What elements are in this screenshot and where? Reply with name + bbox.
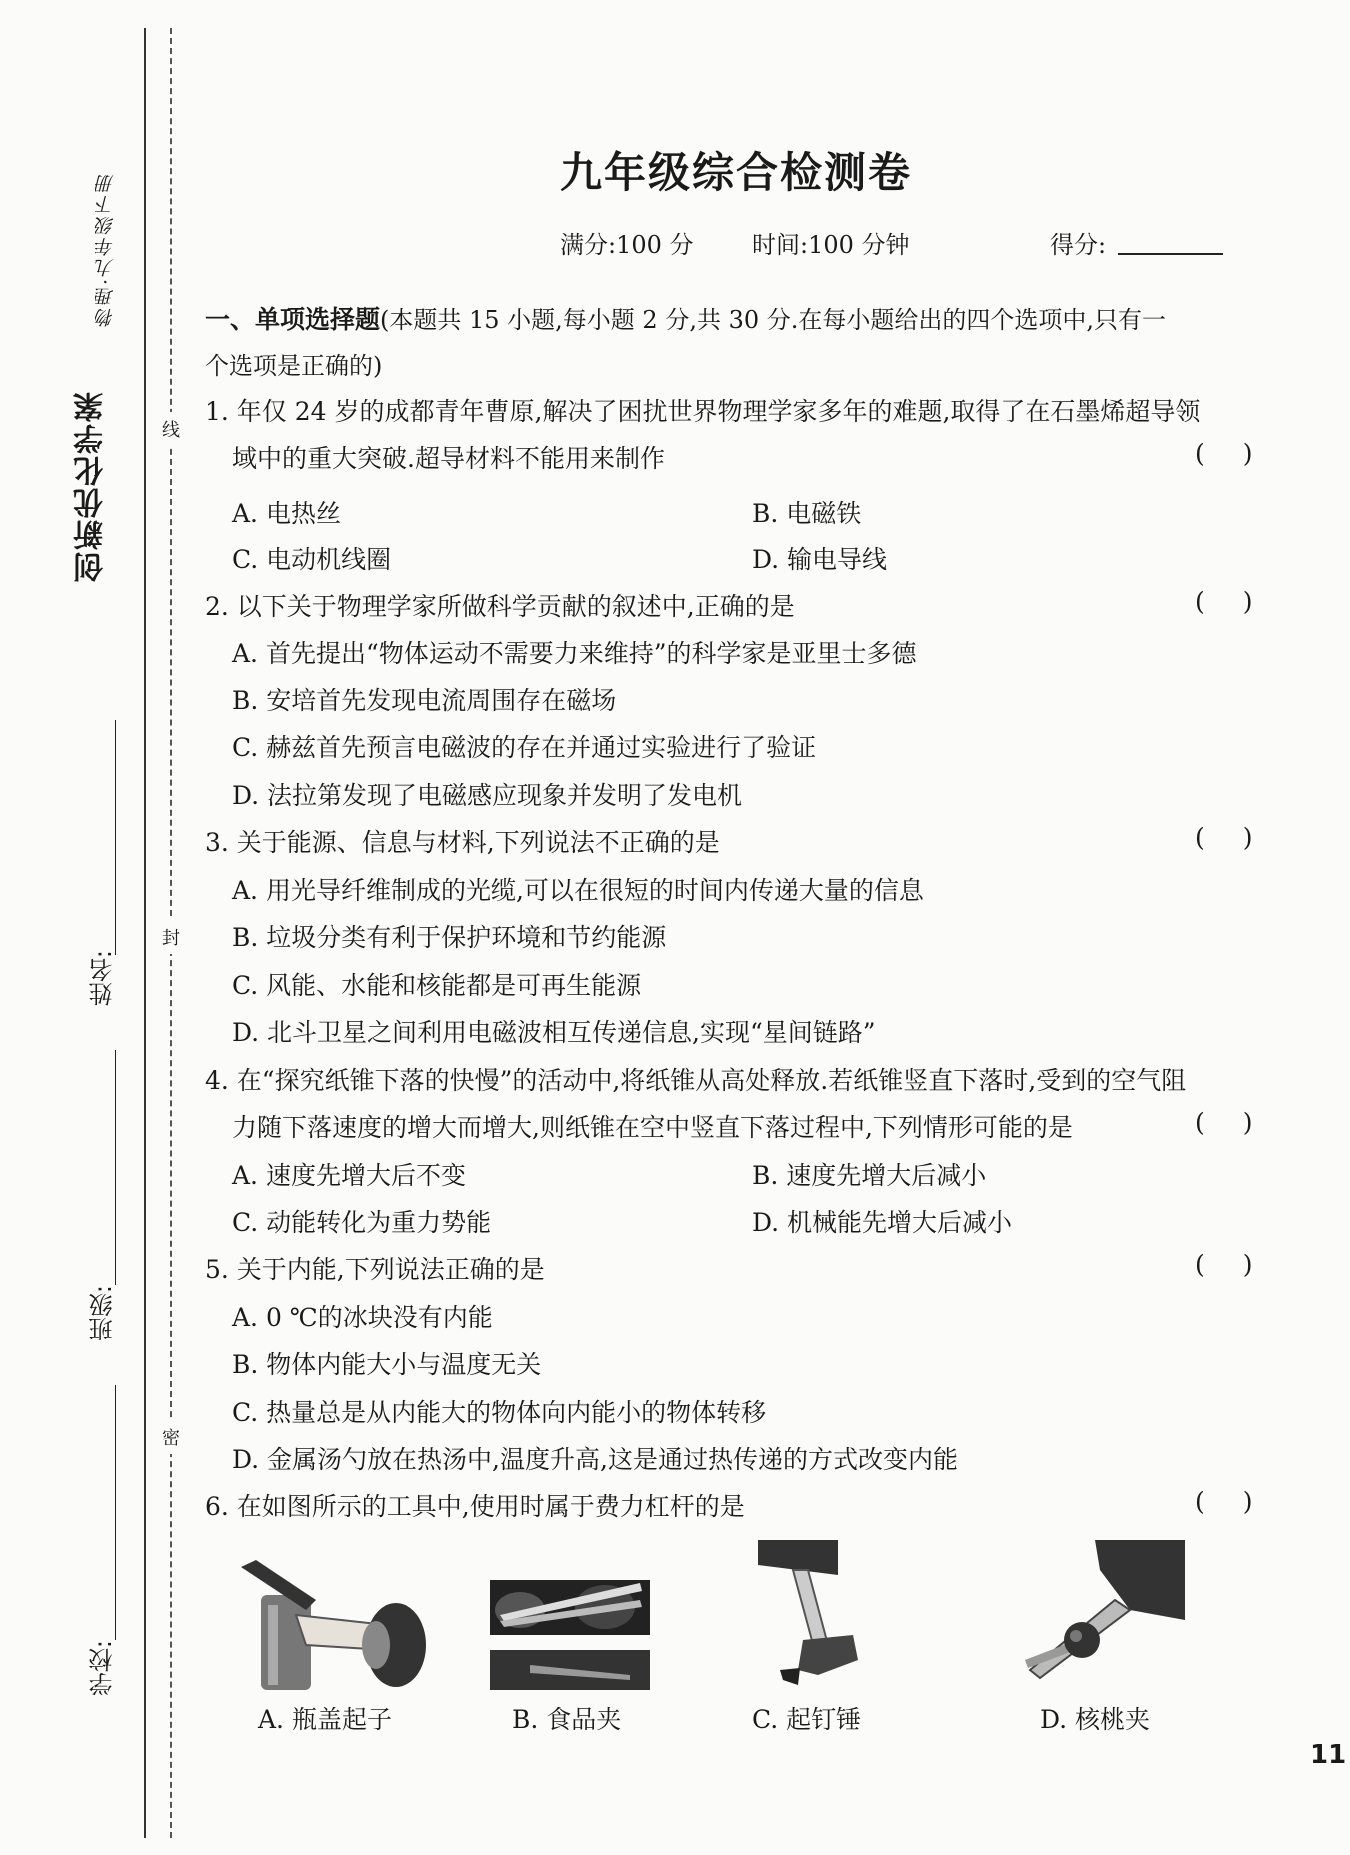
answer-blank-4[interactable]: ( )	[1195, 1108, 1253, 1137]
q6-option-c[interactable]: C. 起钉锤	[752, 1705, 862, 1734]
q3-option-a[interactable]: A. 用光导纤维制成的光缆,可以在很短的时间内传递大量的信息	[232, 876, 924, 905]
question-4-stem-cont: 力随下落速度的增大而增大,则纸锥在空中竖直下落过程中,下列情形可能的是	[232, 1113, 1073, 1142]
answer-blank-5[interactable]: ( )	[1195, 1250, 1253, 1279]
nutcracker-image[interactable]	[1020, 1540, 1185, 1685]
q4-option-a[interactable]: A. 速度先增大后不变	[232, 1161, 466, 1190]
answer-blank-3[interactable]: ( )	[1195, 823, 1253, 852]
question-2-stem: 2. 以下关于物理学家所做科学贡献的叙述中,正确的是	[205, 592, 795, 621]
q6-option-d[interactable]: D. 核桃夹	[1040, 1705, 1151, 1734]
answer-blank-2[interactable]: ( )	[1195, 587, 1253, 616]
margin-solid-line	[144, 28, 146, 1838]
section-title: 一、单项选择题	[205, 305, 381, 334]
q5-option-d[interactable]: D. 金属汤勺放在热汤中,温度升高,这是通过热传递的方式改变内能	[232, 1445, 958, 1474]
exam-time: 时间:100 分钟	[752, 231, 910, 259]
q6-option-b[interactable]: B. 食品夹	[512, 1705, 622, 1734]
section-note-cont: 个选项是正确的)	[205, 352, 383, 380]
score-label: 得分:	[1050, 231, 1107, 259]
seal-feng-mark: 封	[161, 920, 181, 954]
q3-option-c[interactable]: C. 风能、水能和核能都是可再生能源	[232, 971, 642, 1000]
question-5-stem: 5. 关于内能,下列说法正确的是	[205, 1255, 545, 1284]
subject-label: 物理·九年级下册	[95, 172, 117, 328]
class-blank	[115, 1050, 116, 1285]
q4-option-d[interactable]: D. 机械能先增大后减小	[752, 1208, 1013, 1237]
name-label: 姓名:	[89, 950, 117, 1007]
question-1-stem: 1. 年仅 24 岁的成都青年曹原,解决了困扰世界物理学家多年的难题,取得了在石墨烯超导领	[205, 397, 1201, 426]
score-blank[interactable]	[1118, 253, 1223, 255]
school-label: 学校:	[89, 1640, 117, 1697]
q1-option-a[interactable]: A. 电热丝	[232, 499, 341, 528]
question-6-stem: 6. 在如图所示的工具中,使用时属于费力杠杆的是	[205, 1492, 745, 1521]
seal-mi-mark: 密	[161, 1420, 181, 1454]
q6-option-a[interactable]: A. 瓶盖起子	[258, 1705, 392, 1734]
q2-option-c[interactable]: C. 赫兹首先预言电磁波的存在并通过实验进行了验证	[232, 733, 817, 762]
q1-option-b[interactable]: B. 电磁铁	[752, 499, 862, 528]
q3-option-b[interactable]: B. 垃圾分类有利于保护环境和节约能源	[232, 923, 667, 952]
q2-option-b[interactable]: B. 安培首先发现电流周围存在磁场	[232, 686, 617, 715]
question-4-stem: 4. 在“探究纸锥下落的快慢”的活动中,将纸锥从高处释放.若纸锥竖直下落时,受到的空气阻	[205, 1066, 1187, 1095]
q4-option-b[interactable]: B. 速度先增大后减小	[752, 1161, 987, 1190]
bottle-opener-image[interactable]	[236, 1555, 426, 1690]
question-3-stem: 3. 关于能源、信息与材料,下列说法不正确的是	[205, 828, 720, 857]
page-title: 九年级综合检测卷	[560, 148, 913, 197]
q5-option-b[interactable]: B. 物体内能大小与温度无关	[232, 1350, 542, 1379]
q2-option-d[interactable]: D. 法拉第发现了电磁感应现象并发明了发电机	[232, 781, 743, 810]
q5-option-a[interactable]: A. 0 ℃的冰块没有内能	[232, 1303, 493, 1332]
q1-option-d[interactable]: D. 输电导线	[752, 545, 888, 574]
series-title: 创新优化学案	[74, 390, 109, 582]
section-heading	[205, 300, 1166, 336]
answer-blank-6[interactable]: ( )	[1195, 1487, 1253, 1516]
section-note: (本题共 15 小题,每小题 2 分,共 30 分.在每小题给出的四个选项中,只有一	[380, 306, 1167, 334]
q2-option-a[interactable]: A. 首先提出“物体运动不需要力来维持”的科学家是亚里士多德	[232, 639, 917, 668]
school-blank	[115, 1385, 116, 1640]
claw-hammer-image[interactable]	[758, 1540, 868, 1690]
name-blank	[115, 720, 116, 955]
q5-option-c[interactable]: C. 热量总是从内能大的物体向内能小的物体转移	[232, 1398, 767, 1427]
q3-option-d[interactable]: D. 北斗卫星之间利用电磁波相互传递信息,实现“星间链路”	[232, 1018, 876, 1047]
answer-blank-1[interactable]: ( )	[1195, 439, 1253, 468]
page-number: 11	[1310, 1740, 1347, 1770]
question-1-stem-cont: 域中的重大突破.超导材料不能用来制作	[232, 444, 665, 473]
seal-line-mark: 线	[161, 412, 181, 446]
class-label: 班级:	[89, 1285, 117, 1342]
q4-option-c[interactable]: C. 动能转化为重力势能	[232, 1208, 492, 1237]
q1-option-c[interactable]: C. 电动机线圈	[232, 545, 392, 574]
full-score: 满分:100 分	[560, 231, 694, 259]
food-tongs-image[interactable]	[490, 1555, 650, 1690]
